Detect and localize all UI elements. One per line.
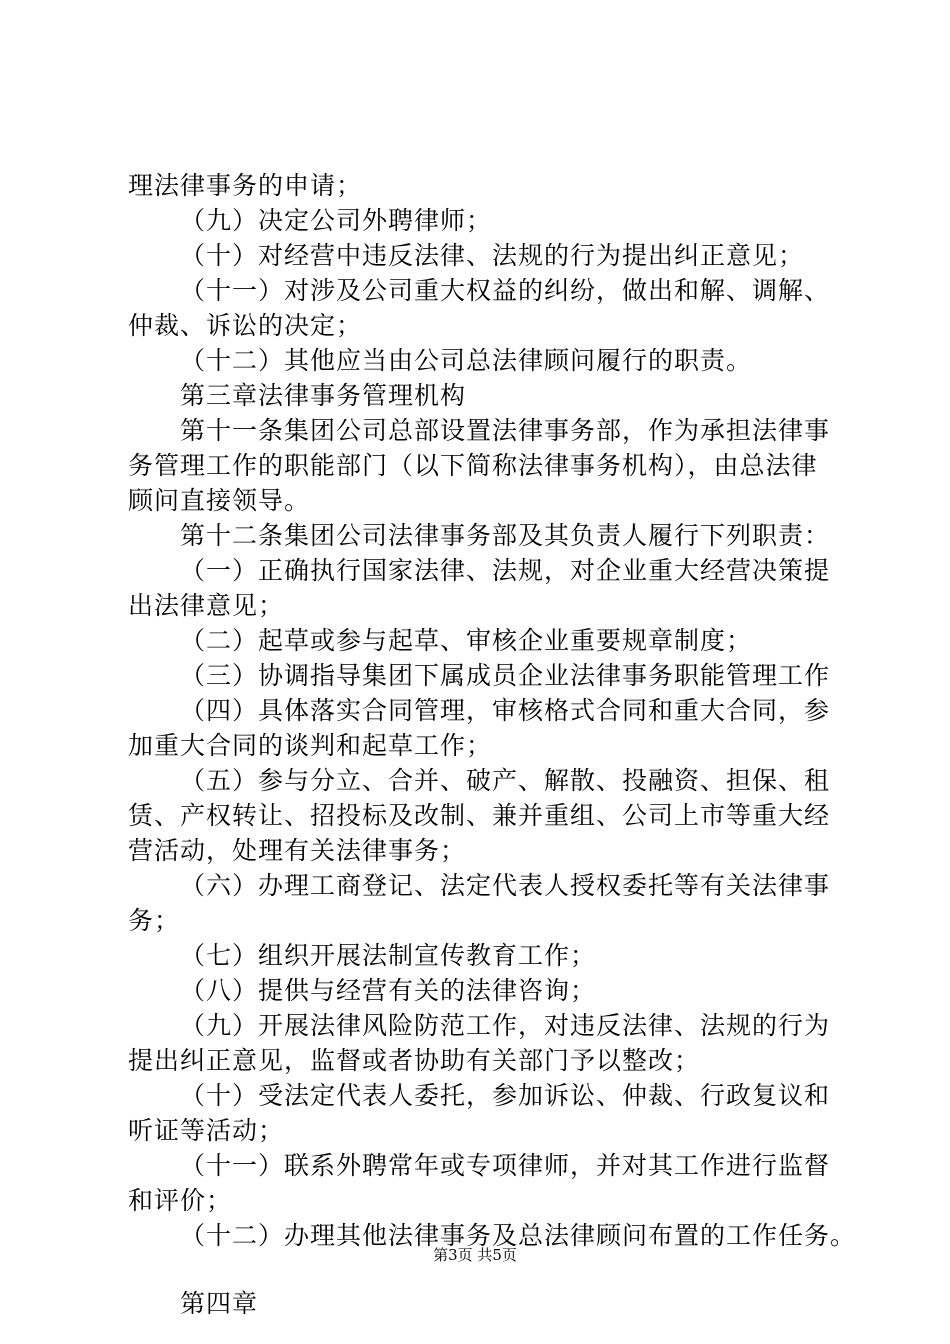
text-line: （九）开展法律风险防范工作，对违反法律、法规的行为 (180, 1011, 831, 1040)
text-line: （十一）对涉及公司重大权益的纠纷，做出和解、调解、 (180, 276, 831, 305)
text-line: （十）对经营中违反法律、法规的行为提出纠正意见； (180, 241, 805, 270)
document-body (128, 168, 857, 1321)
text-line: 听证等活动； (128, 1116, 285, 1145)
text-line: 第十一条集团公司总部设置法律事务部，作为承担法律事 (180, 416, 831, 445)
text-line: 理法律事务的申请； (128, 171, 363, 200)
text-line: （八）提供与经营有关的法律咨询； (180, 976, 597, 1005)
text-line: 仲裁、诉讼的决定； (128, 311, 363, 340)
text-line: （六）办理工商登记、法定代表人授权委托等有关法律事 (180, 871, 831, 900)
text-line: （三）协调指导集团下属成员企业法律事务职能管理工作 (180, 661, 831, 690)
text-line: 营活动，处理有关法律事务； (128, 836, 467, 865)
text-line: 赁、产权转让、招投标及改制、兼并重组、公司上市等重大经 (128, 801, 831, 830)
text-line: 顾问直接领导。 (128, 486, 311, 515)
text-line: （九）决定公司外聘律师； (180, 206, 493, 235)
text-line: （二）起草或参与起草、审核企业重要规章制度； (180, 626, 753, 655)
page-number-footer: 第3页 共5页 (433, 1246, 517, 1264)
text-line: 务管理工作的职能部门（以下简称法律事务机构），由总法律 (128, 451, 818, 480)
text-line: （五）参与分立、合并、破产、解散、投融资、担保、租 (180, 766, 831, 795)
text-line: 提出纠正意见，监督或者协助有关部门予以整改； (128, 1046, 701, 1075)
text-line: （七）组织开展法制宣传教育工作； (180, 941, 597, 970)
text-line: （十一）联系外聘常年或专项律师，并对其工作进行监督 (180, 1151, 831, 1180)
text-line: （十）受法定代表人委托，参加诉讼、仲裁、行政复议和 (180, 1081, 831, 1110)
text-line: （四）具体落实合同管理，审核格式合同和重大合同，参 (180, 696, 831, 725)
text-line: （一）正确执行国家法律、法规，对企业重大经营决策提 (180, 556, 831, 585)
text-line: （十二）其他应当由公司总法律顾问履行的职责。 (180, 346, 753, 375)
chapter-heading: 第三章法律事务管理机构 (180, 381, 467, 410)
text-line: （十二）办理其他法律事务及总法律顾问布置的工作任务。 (180, 1221, 857, 1250)
text-line: 和评价； (128, 1186, 233, 1215)
chapter-heading: 第四章 (180, 1289, 259, 1318)
text-line: 务； (128, 906, 181, 935)
text-line: 加重大合同的谈判和起草工作； (128, 731, 493, 760)
text-line: 第十二条集团公司法律事务部及其负责人履行下列职责： (180, 521, 831, 550)
text-line: 出法律意见； (128, 591, 285, 620)
